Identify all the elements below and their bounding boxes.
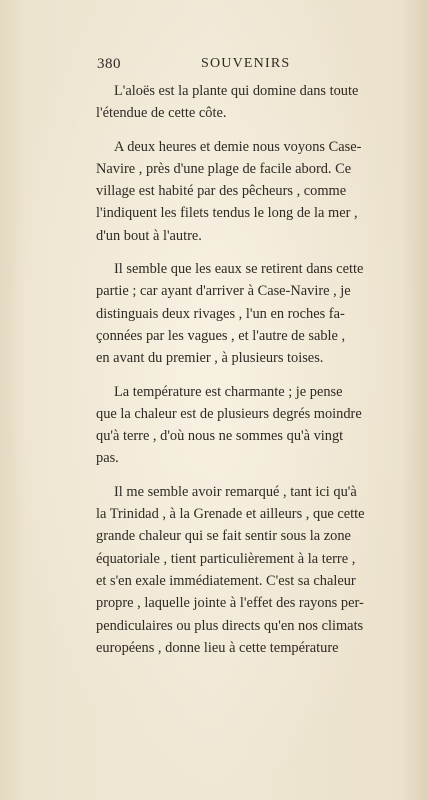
text-line: La température est charmante ; je pense	[114, 383, 343, 400]
text-line: distinguais deux rivages , l'un en roches fa-	[96, 305, 345, 322]
text-line: L'aloës est la plante qui domine dans toute	[114, 83, 359, 99]
paragraph	[96, 381, 400, 470]
paragraph	[96, 80, 400, 125]
text-line: européens , donne lieu à cette température	[96, 639, 339, 656]
paragraph	[96, 258, 400, 369]
text-line: Il me semble avoir remarqué , tant ici qu'à	[114, 483, 357, 500]
running-header	[97, 56, 337, 78]
paragraph	[96, 481, 400, 659]
text-line: l'étendue de cette côte.	[96, 105, 227, 122]
text-line: propre , laquelle jointe à l'effet des rayons per-	[96, 595, 364, 612]
paragraph	[96, 136, 400, 247]
text-line: qu'à terre , d'où nous ne sommes qu'à vingt	[96, 428, 344, 445]
running-title: SOUVENIRS	[201, 56, 291, 71]
text-line: et s'en exale immédiatement. C'est sa chaleur	[96, 572, 356, 589]
text-line: partie ; car ayant d'arriver à Case-Navire , je	[96, 283, 351, 300]
text-line: pas.	[96, 450, 119, 467]
text-line: l'indiquent les filets tendus le long de la mer ,	[96, 205, 358, 222]
text-line: village est habité par des pêcheurs , comme	[96, 183, 347, 200]
text-line: A deux heures et demie nous voyons Case-	[114, 138, 362, 155]
text-line: pendiculaires ou plus directs qu'en nos climats	[96, 617, 364, 634]
text-line: en avant du premier , à plusieurs toises.	[96, 350, 324, 367]
text-line: que la chaleur est de plusieurs degrés moindre	[96, 405, 362, 422]
text-line: grande chaleur qui se fait sentir sous la zone	[96, 528, 351, 545]
page-number: 380	[97, 56, 121, 72]
text-line: équatoriale , tient particulièrement à la terre ,	[96, 550, 356, 567]
text-line: Navire , près d'une plage de facile abord. Ce	[96, 160, 352, 177]
text-line: çonnées par les vagues , et l'autre de sable ,	[96, 327, 346, 344]
text-line: Il semble que les eaux se retirent dans cette	[114, 261, 364, 278]
body-text	[96, 80, 400, 670]
text-line: d'un bout à l'autre.	[96, 227, 202, 244]
text-line: la Trinidad , à la Grenade et ailleurs , que cette	[96, 506, 365, 523]
